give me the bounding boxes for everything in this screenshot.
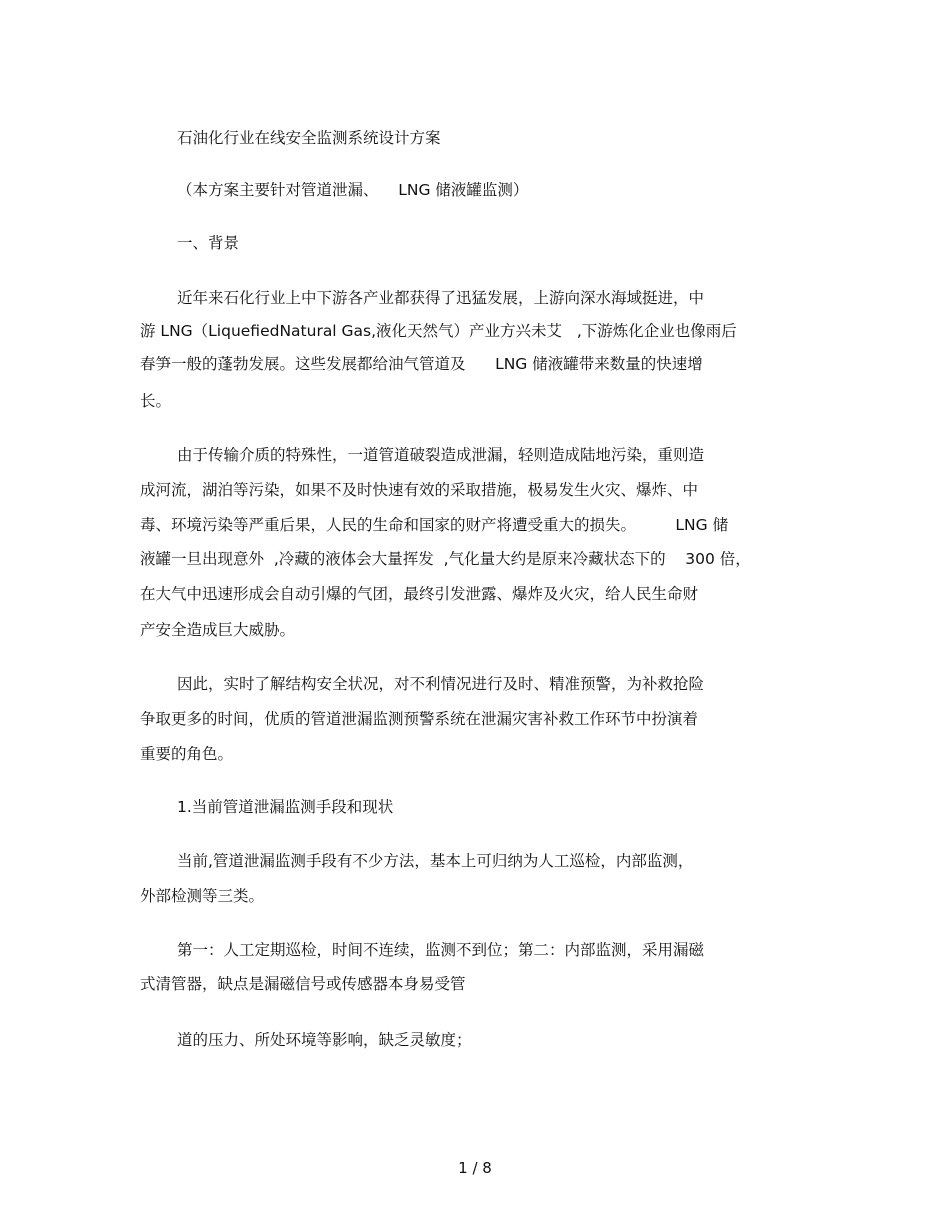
paragraph-line: 在大气中迅速形成会自动引爆的气团，最终引发泄露、爆炸及火灾，给人民生命财 bbox=[140, 585, 699, 603]
document-title: 石油化行业在线安全监测系统设计方案 bbox=[177, 129, 441, 147]
section-heading-background: 一、背景 bbox=[177, 234, 240, 252]
paragraph-line: 式清管器，缺点是漏磁信号或传感器本身易受管 bbox=[140, 975, 466, 993]
paragraph-line: 道的压力、所处环境等影响，缺乏灵敏度； bbox=[177, 1031, 472, 1049]
paragraph-line: 游 LNG（LiquefiedNatural Gas,液化天然气）产业方兴未艾 ,下游炼化企业也像雨后 bbox=[140, 322, 737, 340]
paragraph-line: 第一：人工定期巡检，时间不连续，监测不到位；第二：内部监测，采用漏磁 bbox=[177, 941, 705, 959]
paragraph-line: 当前,管道泄漏监测手段有不少方法，基本上可归纳为人工巡检，内部监测， bbox=[177, 852, 694, 870]
paragraph-line: 由于传输介质的特殊性，一道管道破裂造成泄漏，轻则造成陆地污染，重则造 bbox=[177, 446, 705, 464]
paragraph-line: 外部检测等三类。 bbox=[140, 887, 265, 905]
page-number: 1 / 8 bbox=[458, 1159, 492, 1177]
document-subtitle: （本方案主要针对管道泄漏、 LNG 储液罐监测） bbox=[177, 181, 529, 199]
paragraph-line: 产安全造成巨大威胁。 bbox=[140, 621, 296, 639]
paragraph-line: 春笋一般的蓬勃发展。这些发展都给油气管道及 LNG 储液罐带来数量的快速增 bbox=[140, 355, 703, 373]
paragraph-line: 因此，实时了解结构安全状况，对不利情况进行及时、精准预警，为补救抢险 bbox=[177, 675, 705, 693]
subsection-heading: 1.当前管道泄漏监测手段和现状 bbox=[177, 798, 394, 816]
paragraph-line: 重要的角色。 bbox=[140, 745, 234, 763]
paragraph-line: 液罐一旦出现意外 ,冷藏的液体会大量挥发 ,气化量大约是原来冷藏状态下的 300 倍， bbox=[140, 550, 751, 568]
paragraph-line: 近年来石化行业上中下游各产业都获得了迅猛发展，上游向深水海域挺进，中 bbox=[177, 289, 705, 307]
paragraph-line: 长。 bbox=[140, 392, 172, 410]
paragraph-line: 毒、环境污染等严重后果，人民的生命和国家的财产将遭受重大的损失。 LNG 储 bbox=[140, 516, 729, 534]
paragraph-line: 成河流，湖泊等污染，如果不及时快速有效的采取措施，极易发生火灾、爆炸、中 bbox=[140, 481, 699, 499]
paragraph-line: 争取更多的时间，优质的管道泄漏监测预警系统在泄漏灾害补救工作环节中扮演着 bbox=[140, 710, 699, 728]
